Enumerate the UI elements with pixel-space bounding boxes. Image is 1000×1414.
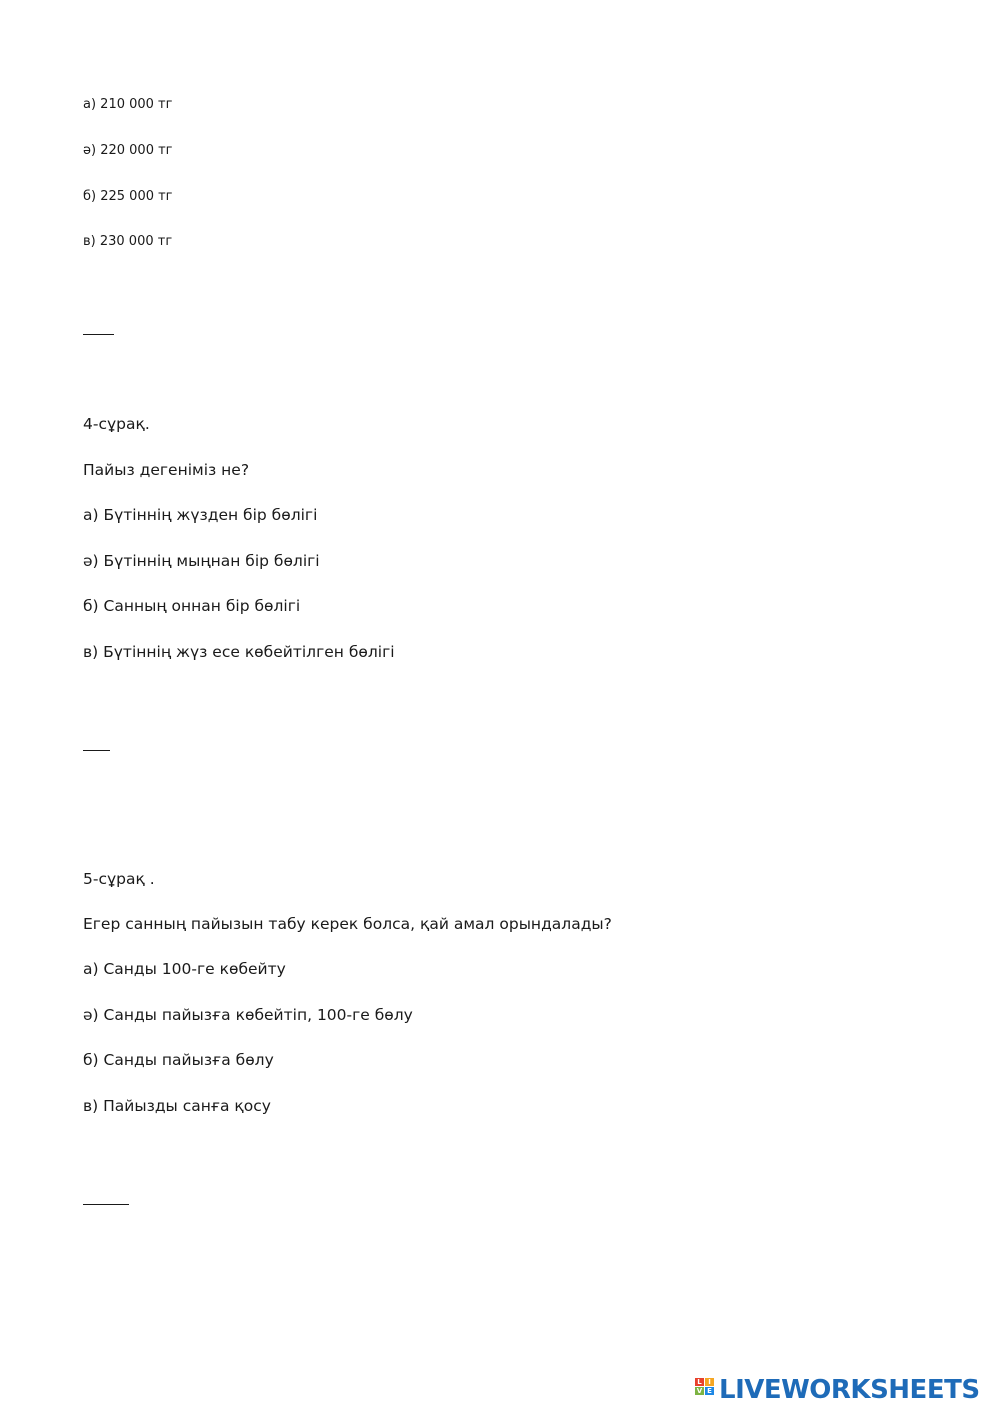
q5-answer-blank[interactable] bbox=[83, 1204, 129, 1205]
q5-option-a: а) Санды 100-ге көбейту bbox=[83, 960, 286, 978]
q4-answer-blank[interactable] bbox=[83, 750, 110, 751]
q3-option-b: б) 225 000 тг bbox=[83, 189, 173, 204]
q5-option-b: б) Санды пайызға бөлу bbox=[83, 1051, 274, 1069]
q5-option-ae: ә) Санды пайызға көбейтіп, 100-ге бөлу bbox=[83, 1006, 413, 1024]
q4-question: Пайыз дегеніміз не? bbox=[83, 461, 250, 479]
q5-question: Егер санның пайызын табу керек болса, қай амал орындалады? bbox=[83, 915, 612, 933]
logo-text: LIVEWORKSHEETS bbox=[719, 1375, 980, 1405]
q5-option-v: в) Пайызды санға қосу bbox=[83, 1097, 271, 1115]
q4-option-b: б) Санның оннан бір бөлігі bbox=[83, 597, 301, 615]
q3-option-ae: ә) 220 000 тг bbox=[83, 143, 173, 158]
q4-option-ae: ә) Бүтіннің мыңнан бір бөлігі bbox=[83, 552, 320, 570]
q4-number: 4-сұрақ. bbox=[83, 415, 150, 433]
q4-option-a: а) Бүтіннің жүзден бір бөлігі bbox=[83, 506, 318, 524]
q4-option-v: в) Бүтіннің жүз есе көбейтілген бөлігі bbox=[83, 643, 395, 661]
q3-answer-blank[interactable] bbox=[83, 334, 114, 335]
q5-number: 5-сұрақ . bbox=[83, 870, 155, 888]
liveworksheets-logo[interactable] bbox=[692, 1374, 992, 1408]
q3-option-a: а) 210 000 тг bbox=[83, 97, 173, 112]
q3-option-v: в) 230 000 тг bbox=[83, 234, 173, 249]
logo-mark-icon: L I V E bbox=[695, 1378, 715, 1402]
